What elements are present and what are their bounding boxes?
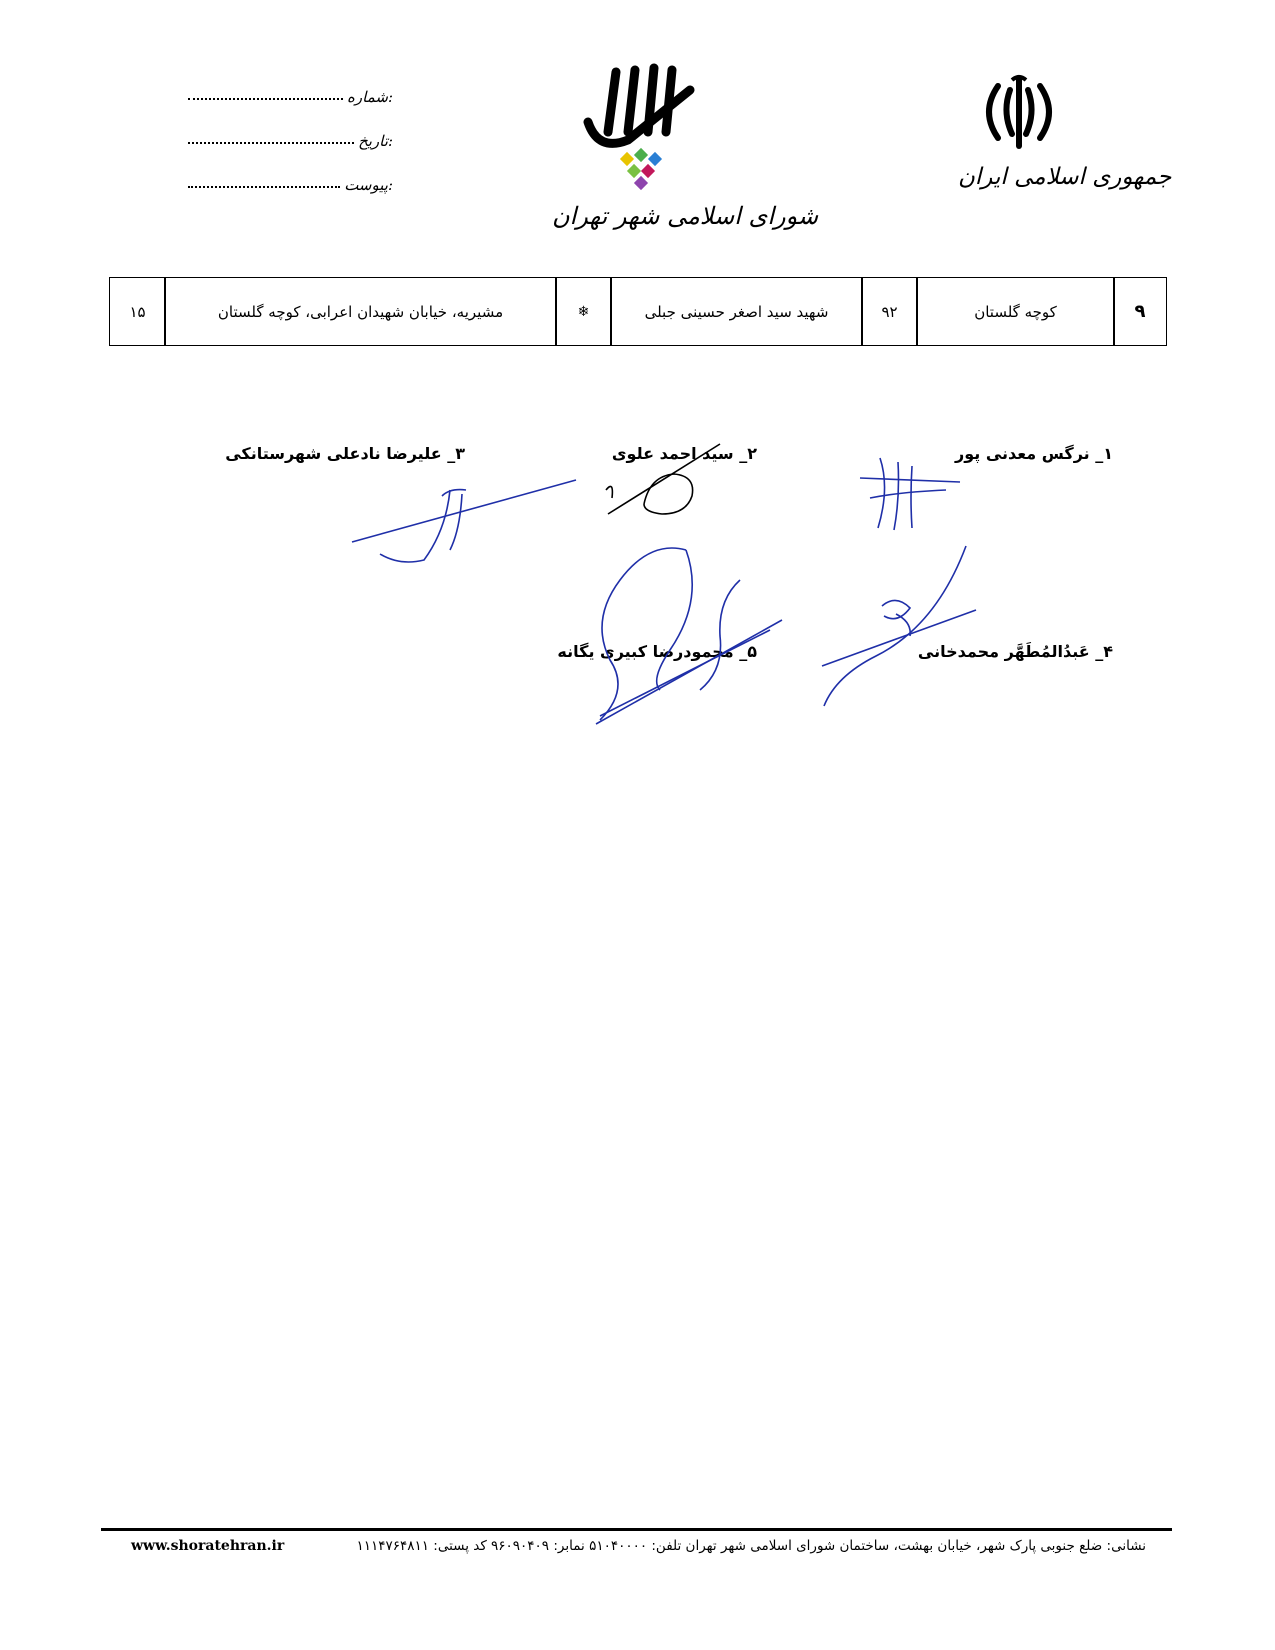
number-dots (188, 98, 343, 100)
signature-4-icon (816, 546, 996, 716)
signatory-2: ۲_ سید احمد علوی (611, 444, 757, 463)
number-field (188, 78, 393, 106)
divider (861, 278, 863, 345)
signatory-5: ۵_ محمودرضا کبیری یگانه (557, 642, 757, 661)
divider (610, 278, 612, 345)
divider (164, 278, 166, 345)
attachment-label: پیوست: (344, 176, 393, 194)
divider (555, 278, 557, 345)
footer-address: نشانی: ضلع جنوبی پارک شهر، خیابان بهشت، ساختمان شورای اسلامی شهر تهران تلفن: ۵۱۰۴۰۰۰۰ نمابر: ۹۶۰۹۰۴۰۹ کد پستی: ۱۱۱۴۷۶۴۸۱۱ (356, 1538, 1146, 1554)
divider (1113, 278, 1115, 345)
attachment-dots (188, 186, 340, 188)
cell-district: ۱۵ (129, 302, 146, 321)
iran-emblem-icon (976, 72, 1062, 152)
cell-index: ۹ (1134, 301, 1146, 322)
signature-5-icon (590, 540, 790, 730)
cell-street: کوچه گلستان (974, 302, 1057, 321)
signatory-1: ۱_ نرگس معدنی پور (955, 444, 1113, 463)
footer-divider (101, 1528, 1172, 1531)
street-table (109, 277, 1167, 346)
signature-3-icon (350, 470, 580, 570)
cell-address: مشیریه، خیابان شهیدان اعرابی، کوچه گلستان (217, 302, 504, 321)
signature-1-icon (850, 448, 970, 538)
signatory-4: ۴_ عَبدُالمُطَهَّر محمدخانی (917, 642, 1113, 661)
cell-number: ۹۲ (881, 302, 898, 321)
date-label: تاریخ: (358, 132, 393, 150)
cell-name: شهید سید اصغر حسینی جبلی (644, 302, 829, 321)
cell-mark: ❄ (577, 303, 590, 320)
divider (916, 278, 918, 345)
date-dots (188, 142, 354, 144)
footer (131, 1538, 1146, 1554)
date-field (188, 122, 393, 150)
emblem-text: جمهوری اسلامی ایران (958, 164, 1172, 190)
signatory-3: ۳_ علیرضا نادعلی شهرستانکی (225, 444, 465, 463)
council-logo-icon (578, 62, 698, 192)
council-logo-text: شورای اسلامی شهر تهران (552, 202, 819, 230)
attachment-field (188, 166, 393, 194)
signature-2-icon (600, 440, 730, 520)
footer-website[interactable]: www.shoratehran.ir (131, 1538, 285, 1554)
number-label: شماره: (347, 88, 393, 106)
